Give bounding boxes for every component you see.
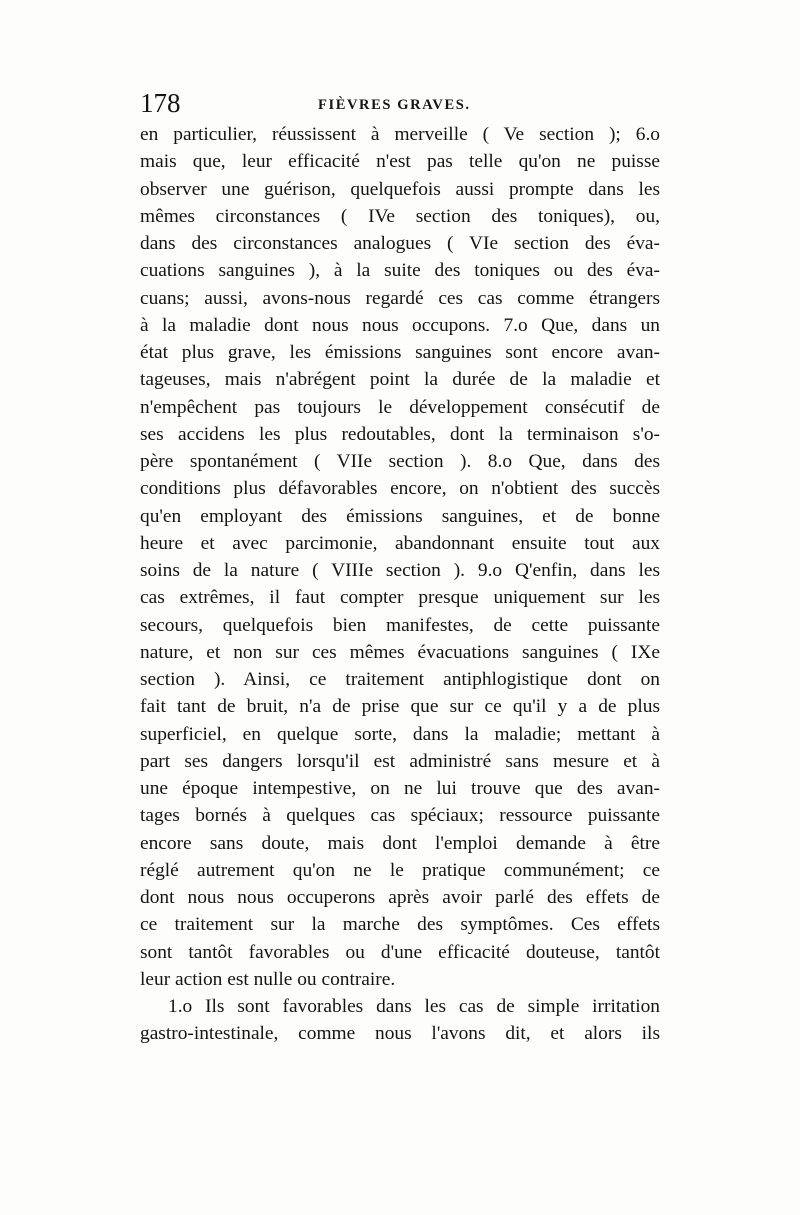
text-line: une époque intempestive, on ne lui trouve que des avan- (140, 778, 660, 799)
text-line: n'empêchent pas toujours le développement consécutif de (140, 396, 660, 418)
text-line: réglé autrement qu'on ne le pratique communément; ce (140, 859, 660, 881)
text-line: dont nous nous occuperons après avoir parlé des effets de (140, 887, 660, 908)
text-line: mais que, leur efficacité n'est pas telle qu'on ne puisse (140, 151, 660, 173)
text-line: qu'en employant des émissions sanguines, et de bonne (140, 505, 660, 527)
paragraph-start-line: 1.o Ils sont favorables dans les cas de simple irritation (168, 996, 660, 1017)
text-line: sont tantôt favorables ou d'une efficacité douteuse, tantôt (140, 941, 660, 963)
text-line: en particulier, réussissent à merveille ( Ve section ); 6.o (140, 124, 660, 145)
text-line: section ). Ainsi, ce traitement antiphlogistique dont on (140, 669, 660, 690)
text-line: dans des circonstances analogues ( VIe section des éva- (140, 233, 660, 254)
text-line: ses accidens les plus redoutables, dont la terminaison s'o- (140, 423, 660, 445)
running-title: FIÈVRES GRAVES. (318, 97, 471, 113)
text-line: heure et avec parcimonie, abandonnant ensuite tout aux (140, 532, 660, 554)
text-line: encore sans doute, mais dont l'emploi demande à être (140, 832, 660, 854)
text-line: nature, et non sur ces mêmes évacuations sanguines ( IXe (140, 641, 660, 663)
text-line: ce traitement sur la marche des symptômes. Ces effets (140, 914, 660, 936)
text-line: tageuses, mais n'abrégent point la durée de la maladie et (140, 369, 660, 391)
text-line: cuans; aussi, avons-nous regardé ces cas comme étrangers (140, 287, 660, 309)
text-line: mêmes circonstances ( IVe section des toniques), ou, (140, 205, 660, 227)
text-line: secours, quelquefois bien manifestes, de cette puissante (140, 614, 660, 636)
text-line: conditions plus défavorables encore, on n'obtient des succès (140, 478, 660, 500)
text-line: gastro-intestinale, comme nous l'avons dit, et alors ils (140, 1023, 660, 1045)
text-line: soins de la nature ( VIIIe section ). 9.o Q'enfin, dans les (140, 560, 660, 581)
text-line: superficiel, en quelque sorte, dans la maladie; mettant à (140, 723, 660, 745)
body-text (140, 121, 660, 1048)
text-line: fait tant de bruit, n'a de prise que sur ce qu'il y a de plus (140, 696, 660, 718)
text-line: cuations sanguines ), à la suite des toniques ou des éva- (140, 260, 660, 282)
text-line: part ses dangers lorsqu'il est administré sans mesure et à (140, 750, 660, 772)
text-line: cas extrêmes, il faut compter presque uniquement sur les (140, 587, 660, 609)
paragraph-end-line: leur action est nulle ou contraire. (140, 968, 396, 990)
page-number: 178 (140, 88, 181, 118)
text-line: observer une guérison, quelquefois aussi prompte dans les (140, 178, 660, 200)
text-line: état plus grave, les émissions sanguines sont encore avan- (140, 342, 660, 363)
text-line: père spontanément ( VIIe section ). 8.o Que, dans des (140, 451, 660, 472)
page-header (140, 88, 660, 118)
text-line: tages bornés à quelques cas spéciaux; ressource puissante (140, 805, 660, 827)
text-line: à la maladie dont nous nous occupons. 7.o Que, dans un (140, 314, 660, 336)
